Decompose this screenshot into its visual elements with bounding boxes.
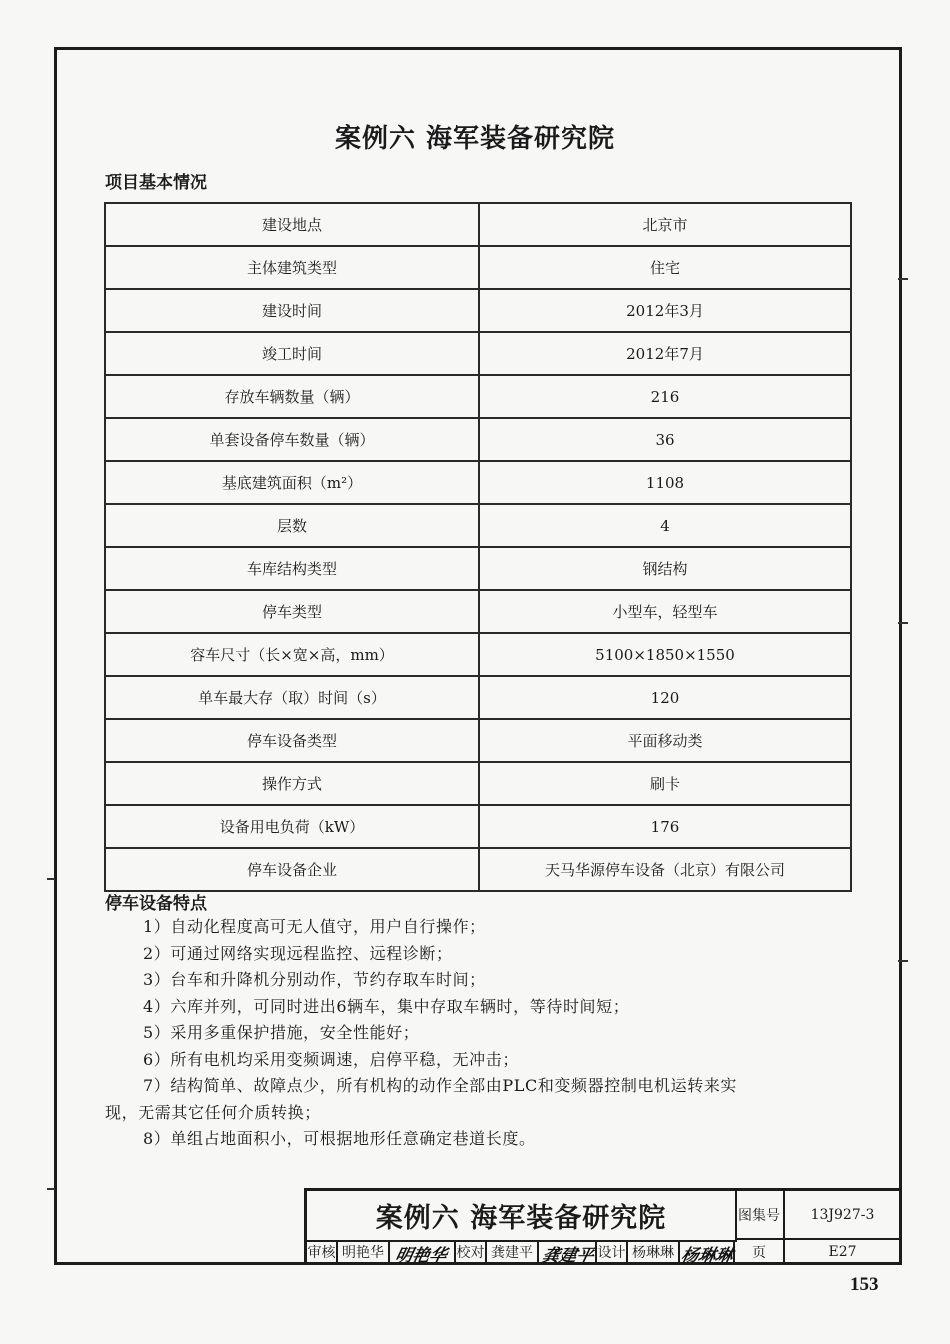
title-block-title: 案例六 海军装备研究院: [307, 1191, 737, 1242]
row-value: 216: [479, 375, 851, 418]
margin-tick: [898, 622, 908, 624]
row-value: 36: [479, 418, 851, 461]
list-item: 1）自动化程度高可无人值守，用户自行操作；: [143, 917, 486, 936]
atlas-label: 图集号: [735, 1191, 785, 1240]
row-value: 5100×1850×1550: [479, 633, 851, 676]
row-value: 小型车，轻型车: [479, 590, 851, 633]
row-label: 单车最大存（取）时间（s）: [105, 676, 479, 719]
designer-signature: 杨琳琳: [679, 1246, 735, 1266]
table-row: [105, 504, 851, 547]
table-row: [105, 375, 851, 418]
row-value: 钢结构: [479, 547, 851, 590]
features-list: [105, 914, 845, 1153]
checker-signature-cell: [539, 1240, 597, 1264]
row-label: 单套设备停车数量（辆）: [105, 418, 479, 461]
reviewer-name: 明艳华: [338, 1240, 390, 1264]
row-value: 刷卡: [479, 762, 851, 805]
list-item: 4）六库并列，可同时进出6辆车，集中存取车辆时，等待时间短；: [143, 996, 630, 1016]
section-basic-heading: 项目基本情况: [105, 173, 207, 193]
reviewer-signature: 明艳华: [393, 1246, 449, 1266]
page-number: 153: [850, 1274, 879, 1295]
check-label: 校对: [456, 1240, 487, 1264]
margin-tick: [898, 278, 908, 280]
row-value: 4: [479, 504, 851, 547]
row-label: 竣工时间: [105, 332, 479, 375]
design-label: 设计: [597, 1240, 628, 1264]
table-row: [105, 332, 851, 375]
row-value: 天马华源停车设备（北京）有限公司: [479, 848, 851, 891]
designer-name: 杨琳琳: [628, 1240, 680, 1264]
table-row: [105, 418, 851, 461]
table-row: [105, 289, 851, 332]
table-row: [105, 547, 851, 590]
page-code: E27: [828, 1244, 857, 1260]
list-item: 6）所有电机均采用变频调速，启停平稳，无冲击；: [143, 1049, 519, 1069]
row-label: 设备用电负荷（kW）: [105, 805, 479, 848]
table-row: [105, 848, 851, 891]
section-features-heading: 停车设备特点: [105, 894, 207, 914]
table-row: [105, 805, 851, 848]
row-value: 住宅: [479, 246, 851, 289]
row-label: 建设地点: [105, 203, 479, 246]
table-row: [105, 633, 851, 676]
list-item: 3）台车和升降机分别动作，节约存取车时间；: [143, 970, 486, 989]
table-row: [105, 461, 851, 504]
designer-signature-cell: [680, 1240, 735, 1264]
margin-tick: [47, 1188, 55, 1190]
page-label: 页: [735, 1240, 785, 1264]
row-value: 2012年7月: [479, 332, 851, 375]
page-title: 案例六 海军装备研究院: [334, 124, 616, 154]
table-row: [105, 676, 851, 719]
list-item-continuation: 现，无需其它任何介质转换；: [105, 1102, 321, 1122]
list-item: 8）单组占地面积小，可根据地形任意确定巷道长度。: [143, 1129, 536, 1148]
list-item: 7）结构简单、故障点少，所有机构的动作全部由PLC和变频器控制电机运转来实: [143, 1076, 738, 1095]
row-label: 层数: [105, 504, 479, 547]
row-label: 建设时间: [105, 289, 479, 332]
row-value: 176: [479, 805, 851, 848]
row-value: 平面移动类: [479, 719, 851, 762]
row-label: 车库结构类型: [105, 547, 479, 590]
reviewer-signature-cell: [390, 1240, 456, 1264]
row-value: 120: [479, 676, 851, 719]
row-label: 基底建筑面积（m²）: [105, 461, 479, 504]
row-label: 停车设备企业: [105, 848, 479, 891]
row-label: 停车设备类型: [105, 719, 479, 762]
atlas-number: 13J927-3: [785, 1191, 900, 1240]
list-item: 2）可通过网络实现远程监控、远程诊断；: [143, 943, 453, 963]
list-item: 5）采用多重保护措施，安全性能好；: [143, 1023, 420, 1042]
table-row: [105, 246, 851, 289]
project-info-table: [104, 202, 852, 892]
title-block: [304, 1188, 900, 1264]
row-value: 2012年3月: [479, 289, 851, 332]
row-label: 存放车辆数量（辆）: [105, 375, 479, 418]
table-row: [105, 203, 851, 246]
row-label: 操作方式: [105, 762, 479, 805]
row-value: 北京市: [479, 203, 851, 246]
row-label: 容车尺寸（长×宽×高，mm）: [105, 633, 479, 676]
review-label: 审核: [307, 1240, 338, 1264]
row-value: 1108: [479, 461, 851, 504]
row-label: 主体建筑类型: [105, 246, 479, 289]
table-row: [105, 590, 851, 633]
checker-name: 龚建平: [487, 1240, 539, 1264]
margin-tick: [898, 960, 908, 962]
table-row: [105, 719, 851, 762]
margin-tick: [47, 878, 55, 880]
table-row: [105, 762, 851, 805]
row-label: 停车类型: [105, 590, 479, 633]
checker-signature: 龚建平: [540, 1246, 596, 1266]
